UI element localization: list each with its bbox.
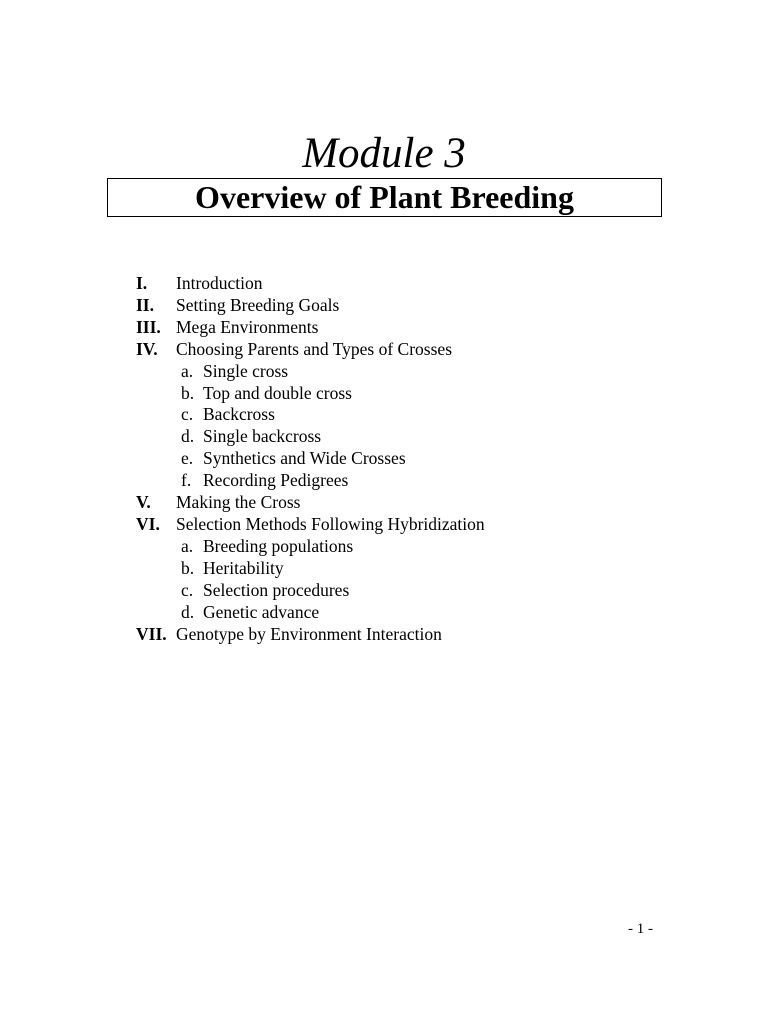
toc-subsection-title: Genetic advance [203, 601, 320, 622]
toc-section-title: Making the Cross [176, 492, 301, 513]
toc-subsection-letter: d. [181, 426, 195, 447]
toc-section-6 [136, 514, 696, 536]
toc-section-number: I. [136, 273, 148, 293]
toc-subsection-letter: b. [181, 557, 195, 578]
toc-section-number: II. [136, 294, 154, 315]
toc-section-2 [136, 295, 696, 317]
toc-subsection-title: Top and double cross [203, 382, 352, 403]
toc-section-title: Introduction [176, 273, 263, 293]
toc-subsection-letter: c. [181, 404, 194, 425]
toc-section-number: IV. [136, 338, 158, 359]
toc-section-title: Genotype by Environment Interaction [176, 623, 442, 644]
toc-section-3 [136, 317, 696, 339]
toc-section-title: Choosing Parents and Types of Crosses [176, 338, 453, 359]
toc-subsection [136, 361, 696, 383]
toc-subsection-letter: f. [181, 470, 192, 491]
toc-subsection [136, 426, 696, 448]
subtitle-box [107, 178, 662, 217]
toc-subsection [136, 580, 696, 602]
toc-subsection [136, 536, 696, 558]
module-title: Module 3 [302, 130, 466, 177]
toc-subsection-title: Synthetics and Wide Crosses [203, 448, 406, 469]
toc-subsection-title: Single backcross [203, 426, 322, 447]
toc-section-number: V. [136, 492, 151, 513]
page-number: - 1 - [628, 921, 653, 937]
toc-section-5 [136, 492, 696, 514]
toc-subsection [136, 558, 696, 580]
toc-subsection [136, 470, 696, 492]
toc-subsection [136, 602, 696, 624]
toc-section-title: Setting Breeding Goals [176, 294, 340, 315]
toc-section-7 [136, 624, 696, 646]
toc-section-number: VII. [136, 623, 167, 644]
toc-subsection-title: Selection procedures [203, 579, 350, 600]
toc-subsection-title: Heritability [203, 557, 284, 578]
toc-subsection-title: Recording Pedigrees [203, 470, 349, 491]
toc-section-number: VI. [136, 513, 160, 534]
subtitle: Overview of Plant Breeding [195, 178, 574, 215]
toc-subsection-letter: e. [181, 448, 194, 469]
toc-subsection [136, 383, 696, 405]
toc-section-4 [136, 339, 696, 361]
toc-subsection-title: Single cross [203, 360, 289, 381]
toc-subsection-letter: b. [181, 382, 195, 403]
toc-subsection-title: Breeding populations [203, 535, 354, 556]
toc-subsection-letter: c. [181, 579, 194, 600]
toc-section-title: Mega Environments [176, 316, 319, 337]
toc-subsection-title: Backcross [203, 404, 275, 425]
toc-subsection [136, 404, 696, 426]
toc-section-title: Selection Methods Following Hybridization [176, 513, 485, 534]
toc-subsection [136, 448, 696, 470]
toc-section-1 [136, 273, 696, 295]
toc-subsection-letter: a. [181, 535, 194, 556]
toc-subsection-letter: d. [181, 601, 195, 622]
toc-section-number: III. [136, 316, 161, 337]
toc-subsection-letter: a. [181, 360, 194, 381]
table-of-contents [136, 273, 696, 645]
